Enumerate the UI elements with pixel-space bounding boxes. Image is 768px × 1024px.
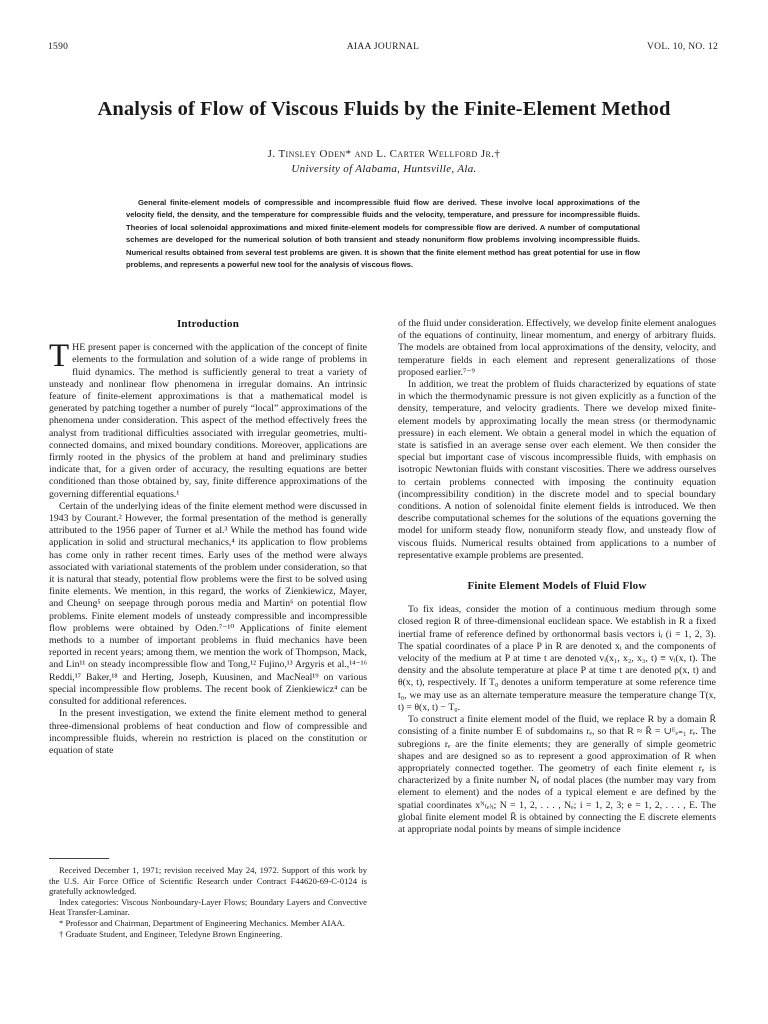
intro-paragraph-3: In the present investigation, we extend the finite element method to general three-dimensional problems of heat conduction and flow of compressible and incompressible fluids, wherein no restriction is placed on the constitution or equation of state	[49, 708, 367, 756]
section-heading-fem-models: Finite Element Models of Fluid Flow	[467, 580, 647, 593]
drop-cap: T	[49, 338, 70, 375]
abstract: General finite-element models of compressible and incompressible fluid flow are derived. These involve local approximations of the velocity field, the density, and the temperature for compressible fluids and the velocity, temperature, and pressure for incompressible fluids. Theories of local solenoidal approximations and mixed finite-element models for compressible flow are derived. A number of computational schemes are developed for the numerical solution of both transient and steady nonuniform flow problems involving incompressible fluids. Numerical results obtained from several test problems are given. It is shown that the finite element method has great potential for use in flow problems, and represents a powerful new tool for the analysis of viscous flows.	[126, 198, 640, 270]
right-paragraph-2: In addition, we treat the problem of fluids characterized by equations of state in which the thermodynamic pressure is not given explicitly as a function of the density, temperature, and velocity gradients. There we develop mixed finite-element models by approximating locally the mean stress (or thermodynamic pressure) in each element. We obtain a general model in which the equation of state is satisfied in an average sense over each element. We then consider the special but important case of viscous incompressible fluids, with emphasis on isotropic Newtonian fluids with constant viscosities. There we address ourselves to certain problems connected with imposing the continuity equation (incompressibility condition) in the discrete model and to special boundary conditions. A notion of solenoidal finite element fields is introduced. We then describe computational schemes for the solutions of the equations governing the model for uniform steady flow, nonuniform steady flow, and unsteady flow of viscous fluids. Numerical results obtained from applications to a number of representative example problems are presented.	[398, 379, 716, 561]
section-heading-introduction: Introduction	[176, 318, 240, 330]
intro-paragraph-1-text: HE present paper is concerned with the application of the concept of finite elements to the formulation and solution of a wide range of problems in fluid dynamics. The method is sufficiently general to treat a variety of unsteady and nonlinear flow phenomena in irregular domains. An intrinsic feature of finite-element approximations is that a mathematical model is generated by patching together a number of purely “local” approximations of the phenomena under consideration. This aspect of the method effectively frees the analyst from traditional difficulties associated with irregular geometries, multi-connected domains, and mixed boundary conditions. Moreover, applications are firmly rooted in the physics of the problem at hand and preliminary studies indicate that, for a given order of accuracy, the resulting equations are better conditioned than those obtained by, say, finite difference approximations of the governing differential equations.¹	[49, 342, 367, 500]
intro-paragraph-2: Certain of the underlying ideas of the finite element method were discussed in 1943 by Courant.² However, the formal presentation of the method is generally attributed to the 1956 paper of Turner et al.³ While the method has found wide application in solid and structural mechanics,⁴ its application to flow problems has come only in rather recent times. Early uses of the method were always associated with variational statements of the problem under consideration, so that it is natural that steady, potential flow problems were the first to be solved using finite elements. We mention, in this regard, the works of Zienkiewicz, Mayer, and Cheung⁵ on seepage through porous media and Martin⁶ on potential flow problems. Finite element models of unsteady compressible and incompressible flow problems were obtained by Oden.⁷⁻¹⁰ Applications of finite element methods to a number of important problems in fluid mechanics have been reported in recent years; among them, we mention the work of Thompson, Mack, and Lin¹¹ on steady incompressible flow and Tong,¹² Fujino,¹³ Argyris et al.,¹⁴⁻¹⁶ Reddi,¹⁷ Baker,¹⁸ and Herting, Joseph, Kuusinen, and MacNeal¹⁹ on various special incompressible flow problems. The recent book of Zienkiewicz⁴ can be consulted for additional references.	[49, 500, 367, 708]
footnotes	[49, 858, 367, 939]
right-paragraph-3: To fix ideas, consider the motion of a continuous medium through some closed region R of three-dimensional euclidean space. We establish in R a fixed inertial frame of reference defined by orthonormal basis vectors iᵢ (i = 1, 2, 3). The spatial coordinates of a place P in R are denoted xᵢ and the components of velocity of the medium at P at time t are denoted vᵢ(x₁, x₂, x₃, t) ≡ vᵢ(x, t). The density and the absolute temperature at place P at time t are denoted ρ(x, t) and θ(x, t), respectively. If T₀ denotes a uniform temperature at some reference time t₀, we may use as an alternate temperature measure the temperature change T(x, t) = θ(x, t) − T₀.	[398, 604, 716, 713]
authors: J. Tinsley Oden* and L. Carter Wellford Jr.†	[267, 148, 501, 160]
footnote-author2: † Graduate Student, and Engineer, Teledyne Brown Engineering.	[59, 928, 283, 939]
intro-paragraph-1	[49, 338, 367, 501]
left-column	[49, 318, 367, 757]
paper-title: Analysis of Flow of Viscous Fluids by the Finite-Element Method	[97, 98, 671, 120]
right-column	[398, 318, 716, 836]
page-number: 1590	[48, 42, 69, 52]
footnote-received: Received December 1, 1971; revision received May 24, 1972. Support of this work by the U.S. Air Force Office of Scientific Research under Contract F44620-69-C-0124 is gratefully acknowledged.	[49, 865, 367, 897]
right-paragraph-4: To construct a finite element model of the fluid, we replace R by a domain R̄ consisting of a finite number E of subdomains rₑ, so that R ≈ R̄ = ∪ᴱₑ₌₁ rₑ. The subregions rₑ are the finite elements; they are generally of simple geometric shapes and are designed so as to represent a good approximation of R when appropriately connected together. The geometry of each finite element rₑ is characterized by a finite number Nₑ of nodal places (the number may vary from element to element) and the nodes of a typical element e are defined by the spatial coordinates xᴺ₍ₑ₎ᵢ; N = 1, 2, . . . , Nₑ; i = 1, 2, 3; e = 1, 2, . . . , E. The global finite element model R̄ is obtained by connecting the E discrete elements at appropriate nodal points by means of simple incidence	[398, 714, 716, 835]
footnote-rule	[49, 858, 109, 859]
footnote-index: Index categories: Viscous Nonboundary-Layer Flows; Boundary Layers and Convective Heat Transfer-Laminar.	[49, 896, 367, 918]
footnote-author1: * Professor and Chairman, Department of Engineering Mechanics. Member AIAA.	[59, 917, 345, 928]
journal-name: AIAA JOURNAL	[346, 42, 420, 52]
volume-issue: VOL. 10, NO. 12	[647, 42, 718, 52]
affiliation: University of Alabama, Huntsville, Ala.	[291, 163, 477, 175]
right-paragraph-1: of the fluid under consideration. Effectively, we develop finite element analogues of the equations of continuity, linear momentum, and energy of arbitrary fluids. The models are obtained from local approximations of the density, velocity, and temperature fields in each element and represent generalizations of those proposed earlier.⁷⁻⁹	[398, 318, 716, 378]
